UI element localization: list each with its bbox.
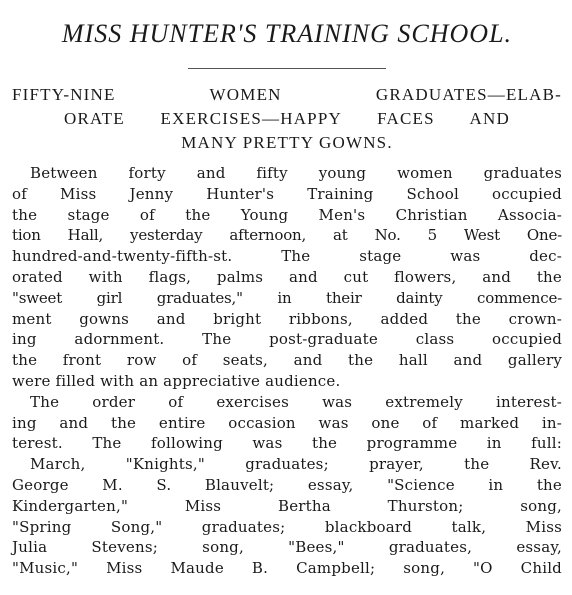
paragraph-line: terest. The following was the programme in full: bbox=[12, 434, 562, 453]
paragraph-line: were filled with an appreciative audience. bbox=[12, 371, 341, 390]
newspaper-article bbox=[12, 0, 562, 579]
paragraph-line: the stage of the Young Men's Christian Associa- bbox=[12, 205, 562, 224]
paragraph-line: tion Hall, yesterday afternoon, at No. 5 West One- bbox=[12, 226, 562, 245]
paragraph-line: ing adornment. The post-graduate class occupied bbox=[12, 330, 562, 349]
paragraph-line: "sweet girl graduates," in their dainty commence- bbox=[12, 288, 562, 307]
paragraph-line: "Spring Song," graduates; blackboard talk, Miss bbox=[12, 517, 562, 536]
paragraph-line: of Miss Jenny Hunter's Training School occupied bbox=[12, 184, 562, 203]
paragraph-line: ment gowns and bright ribbons, added the crown- bbox=[12, 309, 562, 328]
paragraph-line: March, "Knights," graduates; prayer, the Rev. bbox=[30, 455, 562, 474]
paragraph-line: Between forty and fifty young women graduates bbox=[30, 164, 562, 182]
subheadline-line: FIFTY-NINE WOMEN GRADUATES—ELAB- bbox=[12, 85, 562, 104]
paragraph-line: Julia Stevens; song, "Bees," graduates, essay, bbox=[12, 538, 562, 557]
article-subheadline bbox=[12, 83, 562, 155]
paragraph-line: hundred-and-twenty-fifth-st. The stage was dec- bbox=[12, 247, 562, 266]
paragraph-line: the front row of seats, and the hall and gallery bbox=[12, 351, 562, 370]
paragraph-line: George M. S. Blauvelt; essay, "Science in the bbox=[12, 475, 562, 494]
paragraph-line: ing and the entire occasion was one of marked in- bbox=[12, 413, 562, 432]
paragraph-line: "Music," Miss Maude B. Campbell; song, "O Child bbox=[12, 559, 562, 578]
paragraph-line: The order of exercises was extremely interest- bbox=[30, 392, 562, 411]
subheadline-line: ORATE EXERCISES—HAPPY FACES AND bbox=[64, 109, 510, 128]
paragraph-line: Kindergarten," Miss Bertha Thurston; song, bbox=[12, 496, 562, 515]
article-headline: MISS HUNTER'S TRAINING SCHOOL. bbox=[61, 19, 513, 48]
headline-divider bbox=[188, 68, 386, 69]
article-body bbox=[12, 163, 562, 579]
paragraph-line: orated with flags, palms and cut flowers, and the bbox=[12, 267, 562, 286]
subheadline-line: MANY PRETTY GOWNS. bbox=[181, 133, 393, 152]
